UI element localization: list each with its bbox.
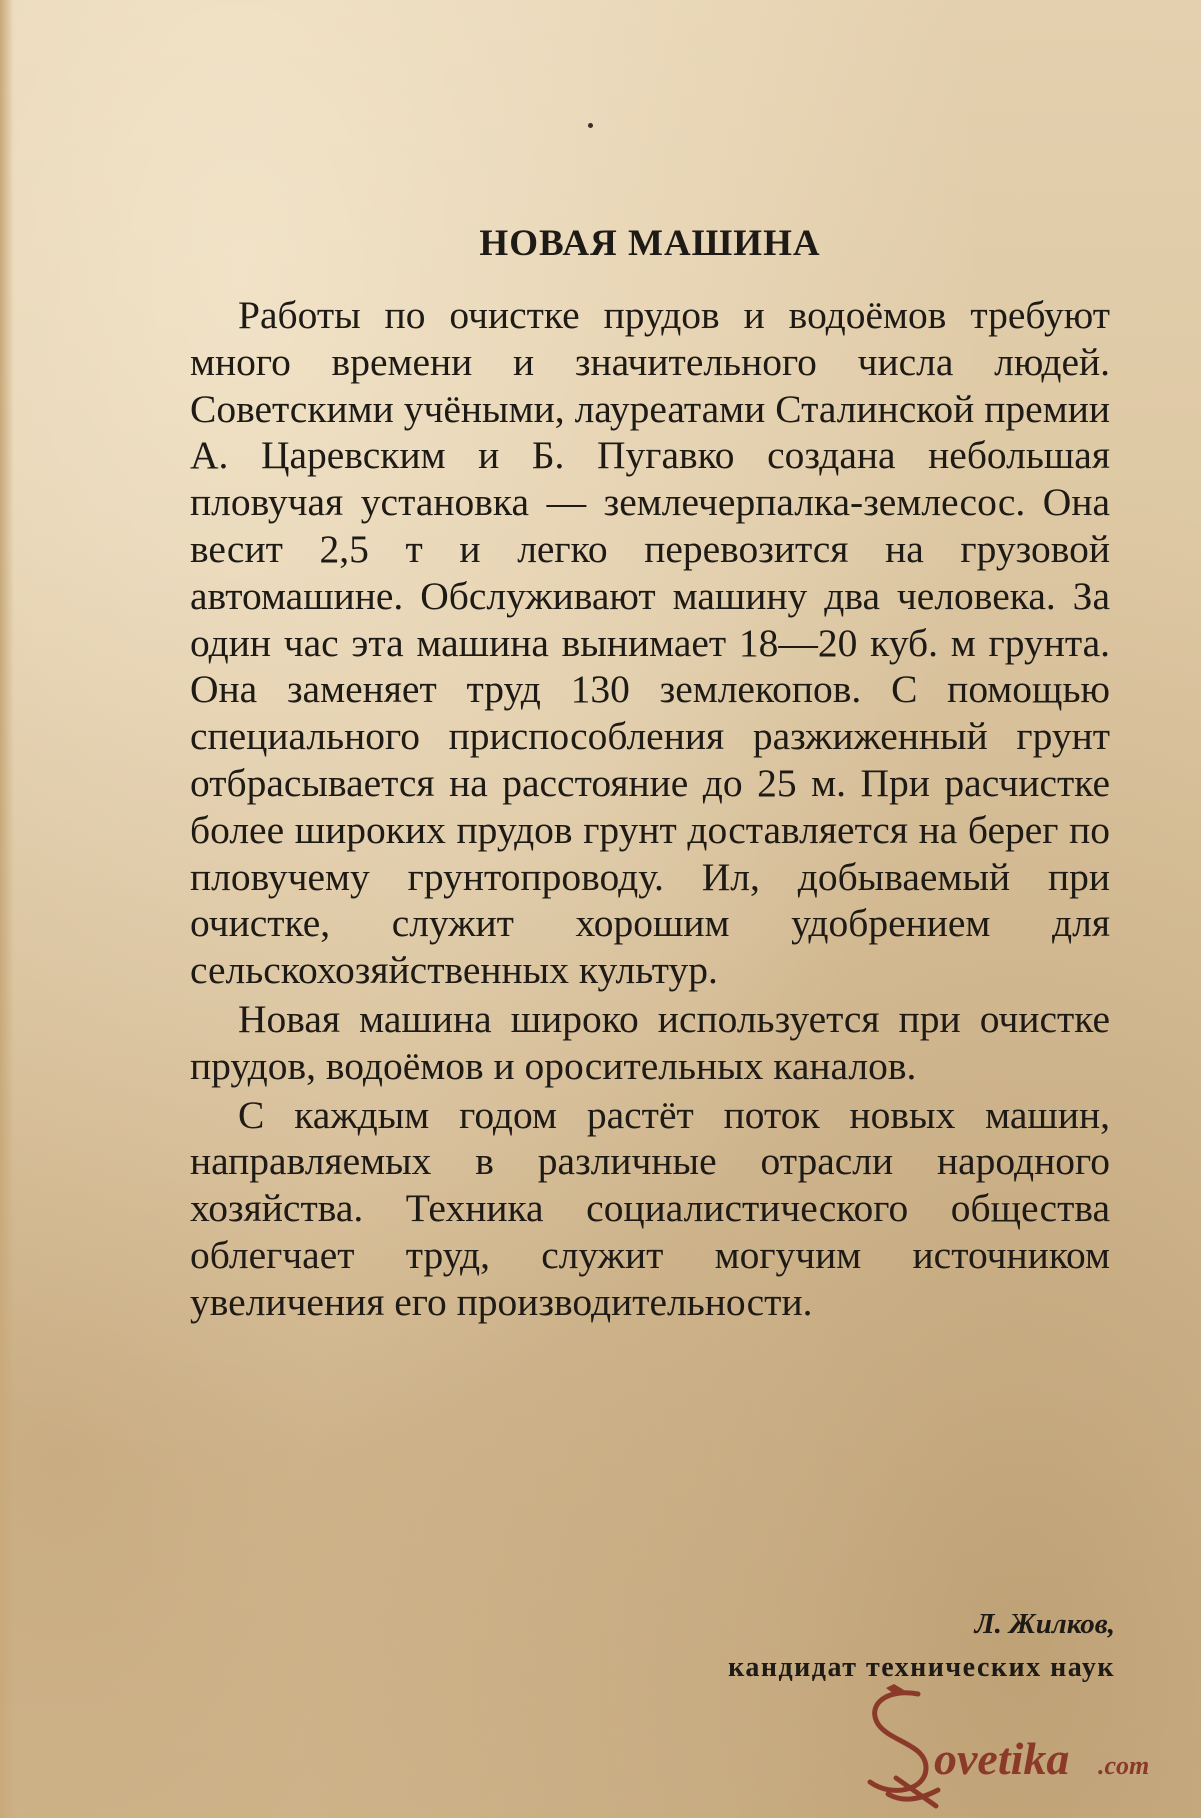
author-signature: Л. Жилков,: [974, 1608, 1115, 1640]
svg-text:ovetika: ovetika: [934, 1733, 1070, 1784]
sovetika-watermark-logo: [848, 1682, 1188, 1812]
article-paragraph-2: Новая машина широко используется при очистке прудов, водоёмов и оросительных каналов.: [190, 996, 1110, 1088]
article-body: [190, 292, 1110, 1328]
article-paragraph-3: С каждым годом растёт поток новых машин, направляемых в различные отрасли народного хозяйства. Техника социалистического общества облегчает труд, служит могучим источником увеличения его производительности.: [190, 1092, 1110, 1324]
article-title: НОВАЯ МАШИНА: [479, 223, 821, 264]
svg-text:.com: .com: [1098, 1751, 1150, 1780]
author-credentials: кандидат технических наук: [728, 1652, 1115, 1683]
article-paragraph-1: Работы по очистке прудов и водоёмов требуют много времени и значительного числа людей. Советскими учёными, лауреатами Сталинской премии А. Царевским и Б. Пугавко создана небольшая пловучая установка — землечерпалка-землесос. Она весит 2,5 т и легко перевозится на грузовой автомашине. Обслуживают машину два человека. За один час эта машина вынимает 18—20 куб. м грунта. Она заменяет труд 130 землекопов. С помощью специального приспособления разжиженный грунт отбрасывается на расстояние до 25 м. При расчистке более широких прудов грунт доставляется на берег по пловучему грунтопроводу. Ил, добываемый при очистке, служит хорошим удобрением для сельскохозяйственных культур.: [190, 293, 1110, 993]
page-edge-shadow: [0, 0, 14, 1818]
print-speck: [588, 123, 593, 128]
